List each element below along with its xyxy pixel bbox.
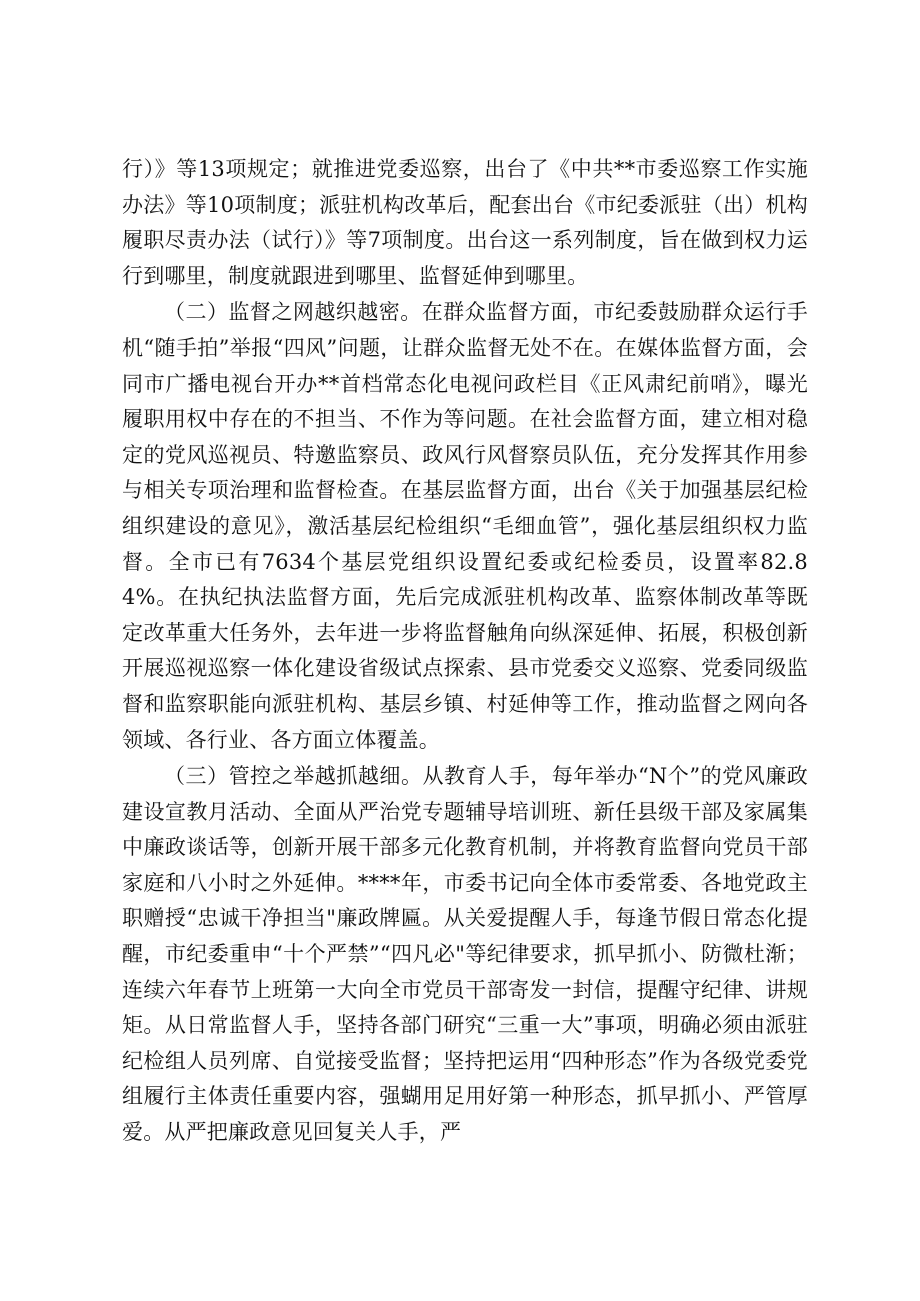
- document-body: [122, 152, 808, 1151]
- paragraph-1: 行）》等13项规定；就推进党委巡察，出台了《中共**市委巡察工作实施办法》等10项制度；派驻机构改革后，配套出台《市纪委派驻（出）机构履职尽责办法（试行）》等7项制度。出台这一系列制度，旨在做到权力运行到哪里，制度就跟进到哪里、监督延伸到哪里。: [122, 157, 808, 288]
- paragraph-3-control-measures: （三）管控之举越抓越细。从教育人手，每年举办“N个”的党风廉政建设宣教月活动、全面从严治党专题辅导培训班、新任县级干部及家属集中廉政谈话等，创新开展干部多元化教育机制，并将教育监督向党员干部家庭和八小时之外延伸。****年，市委书记向全体市委常委、各地党政主职赠授“忠诚干净担当"廉政牌匾。从关爱提醒人手，每逢节假日常态化提醒，市纪委重申“十个严禁”“四凡必"等纪律要求，抓早抓小、防微杜渐；连续六年春节上班第一大向全市党员干部寄发一封信，提醒守纪律、讲规矩。从日常监督人手，坚持各部门研究“三重一大”事项，明确必须由派驻纪检组人员列席、自觉接受监督；坚持把运用“四种形态”作为各级党委党组履行主体责任重要内容，强蝴用足用好第一种形态，抓早抓小、严管厚爱。从严把廉政意见回复关人手，严: [122, 764, 808, 1145]
- paragraph-2-supervision-network: （二）监督之网越织越密。在群众监督方面，市纪委鼓励群众运行手机“随手拍”举报“四风”问题，让群众监督无处不在。在媒体监督方面，会同市广播电视台开办**首档常态化电视问政栏目《正风肃纪前哨》，曝光履职用权中存在的不担当、不作为等问题。在社会监督方面，建立相对稳定的党风巡视员、特邀监察员、政风行风督察员队伍，充分发挥其作用参与相关专项治理和监督检查。在基层监督方面，出台《关于加强基层纪检组织建设的意见》，激活基层纪检组织“毛细血管”，强化基层组织权力监督。全市已有7634个基层党组织设置纪委或纪检委员，设置率82.84%。在执纪执法监督方面，先后完成派驻机构改革、监察体制改革等既定改革重大任务外，去年进一步将监督触角向纵深延伸、拓展，积极创新开展巡视巡察一体化建设省级试点探索、县市党委交义巡察、党委同级监督和监察职能向派驻机构、基层乡镇、村延伸等工作，推动监督之网向各领域、各行业、各方面立体覆盖。: [122, 300, 808, 752]
